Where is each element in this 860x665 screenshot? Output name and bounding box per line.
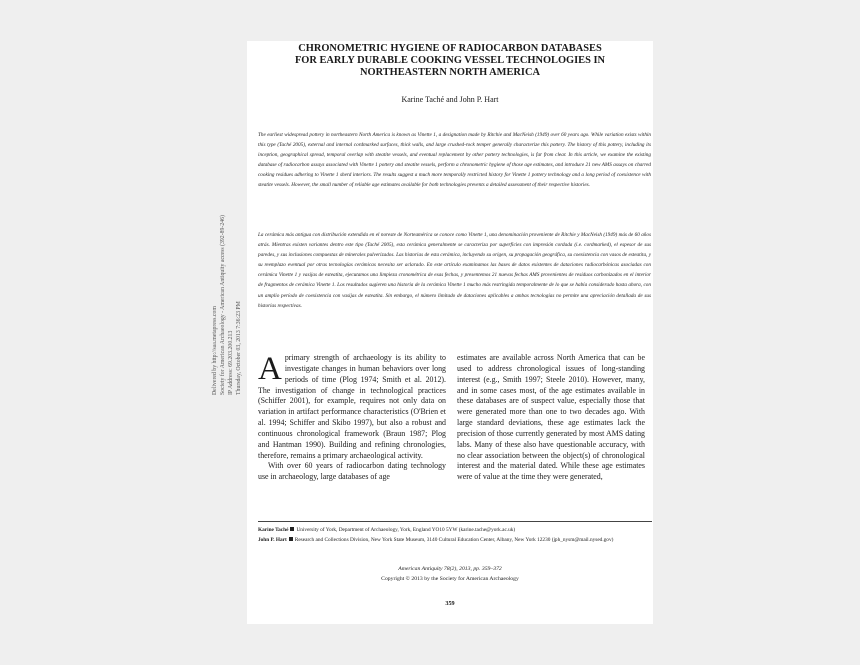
- journal-citation: [247, 564, 653, 584]
- watermark-line: Society for American Archaeology - American Antiquity access (392-89-246): [220, 215, 226, 395]
- body-column-right: [457, 353, 645, 519]
- affiliation-entry: [258, 535, 652, 545]
- body-paragraph: With over 60 years of radiocarbon dating technology use in archaeology, large databases of age: [258, 461, 446, 482]
- watermark-line: Thursday, October 03, 2013 7:36:23 PM: [236, 301, 242, 395]
- page-number: 359: [445, 600, 455, 607]
- copyright-notice: Copyright © 2013 by the Society for American Archaeology: [381, 576, 519, 582]
- affiliation-entry: [258, 525, 652, 535]
- affiliation-text: Research and Collections Division, New York State Museum, 3140 Cultural Education Center, Albany, New York 12230 (jph_nysm@mail.nysed.gov): [294, 537, 614, 543]
- paper-title: [247, 43, 653, 79]
- body-paragraph: [258, 353, 446, 461]
- square-bullet-icon: [290, 527, 294, 531]
- abstract-spanish: La cerámica más antigua con distribución extendida en el noreste de Norteamérica se conoce como Vinette 1, una denominación proveniente de Ritchie y MacNeish (1949) más de 60 años atrás. Mientras existen variantes dentro este tipo (Taché 2005), esta cerámica generalmente se caracteriza por superficies con impresión cordada (i.e. cordmarked), el espesor de sus paredes, y sus inclusiones compuestas de minerales pulverizados. Las historias de esta cerámica, incluyendo su origen, su propagación geográfica, su coexistencia con vasos de esteatita, y su reemplazo eventual por otras tecnologías cerámicas necesita ser aclarado. En este artículo examinamos las bases de datos existentes de dataciones radiocarbónicas asociadas con cerámica Vinette 1 y vasijas de esteatita, ejecutamos una limpieza cronométrica de esas fechas, y presentemos 21 nuevas fechas AMS provenientes de residuos carbonizados en el interior de fragmentos de cerámica Vinette 1. Los resultados sugieren una historia de la cerámica Vinette 1 mucho más restringida temporalmente de lo que se había considerado hasta ahora, con un amplio período de coexistencia con vasijas de esteatita. Sin embargo, el número limitado de dataciones aplicables a ambas tecnologías no permite una apreciación detallada de sus historias respectivas.: [258, 232, 651, 309]
- watermark-line: IP Address: 69.203.200.213: [228, 330, 234, 395]
- affiliation-name: Karine Taché: [258, 527, 289, 533]
- title-line: FOR EARLY DURABLE COOKING VESSEL TECHNOLOGIES IN: [294, 55, 606, 66]
- square-bullet-icon: [289, 537, 293, 541]
- drop-cap: A: [258, 353, 282, 387]
- download-watermark: [211, 215, 243, 395]
- body-paragraph: estimates are available across North America that can be used to address chronological issues of long-standing interest (e.g., Smith 1997; Steele 2010). However, many, and in some cases most, of the age estimates available in these databases are of suspect value, especially those that were generated more than one to two decades ago. With large standard deviations, these age estimates lack the precision of those currently generated by most AMS dating labs. Many of these also have questionable accuracy, with no clear association between the object(s) of chronological interest and the material dated. While these age estimates were of value at the time they were generated,: [457, 353, 645, 482]
- affiliation-divider: [258, 521, 652, 522]
- paper-page: [247, 41, 653, 624]
- author-list: Karine Taché and John P. Hart: [401, 95, 499, 104]
- watermark-line: Delivered by http://saa.metapress.com: [212, 306, 218, 395]
- paragraph-text: primary strength of archaeology is its ability to investigate changes in human behaviors over long periods of time (Plog 1974; Smith et al. 2012). The investigation of change in technological practices (Schiffer 2001), for example, requires not only data on variation in artifact performance characteristics (O'Brien et al. 1994; Schiffer and Skibo 1997), but also a robust and continuous chronological framework (Braun 1987; Plog and Hantman 1990). Building and refining chronologies, therefore, remains a primary archaeological activity.: [258, 353, 446, 460]
- body-column-left: [258, 353, 446, 519]
- title-line: CHRONOMETRIC HYGIENE OF RADIOCARBON DATABASES: [298, 43, 602, 54]
- affiliation-name: John P. Hart: [258, 537, 287, 543]
- journal-reference: American Antiquity 78(2), 2013, pp. 359–372: [398, 566, 502, 572]
- author-affiliations: [258, 525, 652, 545]
- title-line: NORTHEASTERN NORTH AMERICA: [360, 67, 540, 78]
- abstract-english: The earliest widespread pottery in northeastern North America is known as Vinette 1, a designation made by Ritchie and MacNeish (1949) over 60 years ago. While variation exists within this type (Taché 2005), external and internal cordmarked surfaces, thick walls, and large crushed-rock temper generally characterize this pottery. The history of this pottery, including its inception, geographical spread, temporal overlap with steatite vessels, and eventual replacement by other pottery technologies, is far from clear. In this article, we examine the existing database of radiocarbon assays associated with Vinette 1 pottery and steatite vessels, perform a chronometric hygiene of those age estimates, and introduce 21 new AMS assays on charred cooking residues adhering to Vinette 1 sherd interiors. The results suggest a much more temporally restricted history for Vinette 1 pottery technology and a long period of coexistence with steatite vessels. However, the small number of reliable age estimates available for both technologies prevents a detailed assessment of their respective histories.: [258, 132, 651, 189]
- affiliation-text: University of York, Department of Archaeology, York, England YO10 5YW (karine.tache@york.ac.uk): [296, 527, 516, 533]
